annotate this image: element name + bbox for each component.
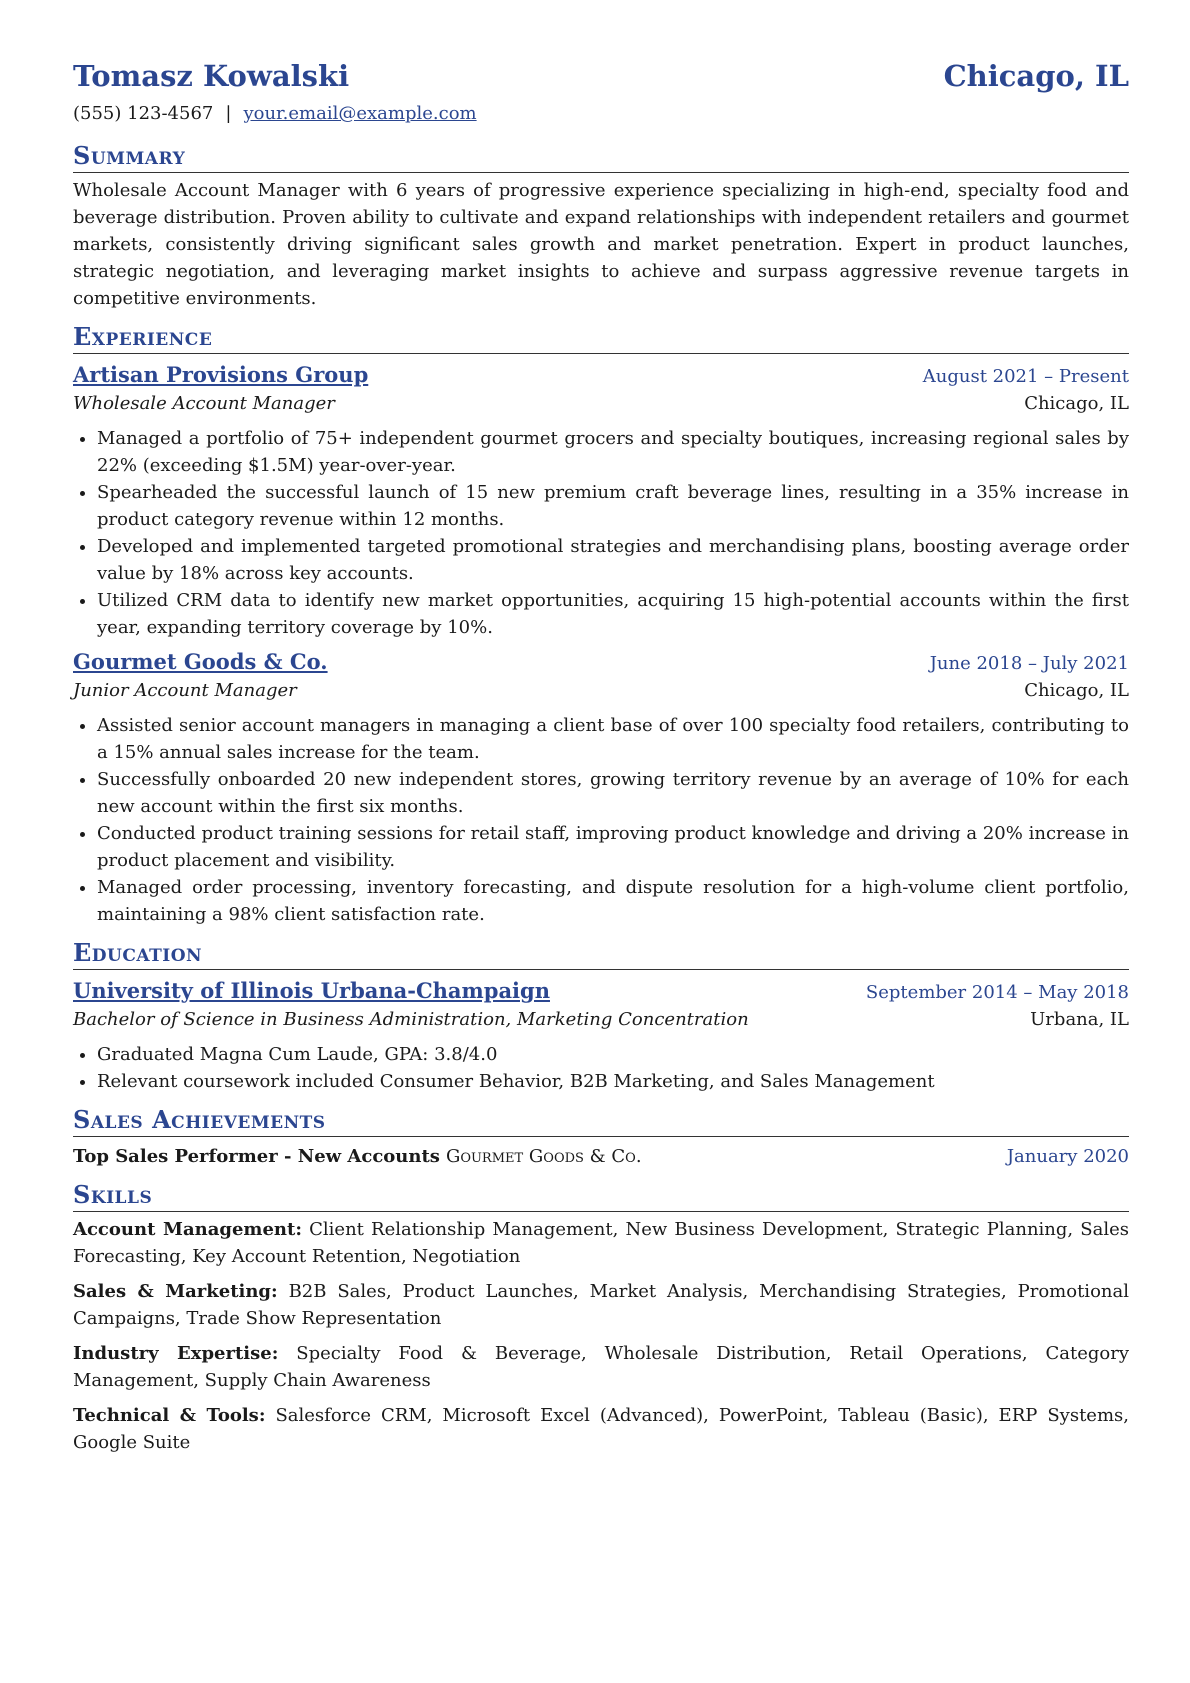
resume-page xyxy=(73,58,1129,1456)
skill-row xyxy=(73,1340,1129,1394)
phone-number: (555) 123-4567 xyxy=(73,103,214,124)
skill-label: Technical & Tools: xyxy=(73,1405,266,1426)
list-item: • Managed a portfolio of 75+ independent gourmet grocers and specialty boutiques, increasing regional sales by 22% (exceeding $1.5M) year-over-year. xyxy=(97,425,1129,479)
degree: Bachelor of Science in Business Administration, Marketing Concentration xyxy=(73,1009,749,1030)
section-title-skills: Skills xyxy=(73,1180,1129,1212)
skill-row xyxy=(73,1278,1129,1332)
list-item: • Conducted product training sessions for retail staff, improving product knowledge and driving a 20% increase in product placement and visibility. xyxy=(97,820,1129,874)
job-title: Junior Account Manager xyxy=(73,680,297,701)
job-entry xyxy=(73,360,1129,641)
summary-text: Wholesale Account Manager with 6 years of progressive experience specializing in high-end, specialty food and beverage distribution. Proven ability to cultivate and expand relationships with independent retailers and gourmet markets, consistently driving significant sales growth and market penetration. Expert in product launches, strategic negotiation, and leveraging market insights to achieve and surpass aggressive revenue targets in competitive environments. xyxy=(73,180,1129,309)
section-title-experience: Experience xyxy=(73,322,1129,354)
list-item: • Utilized CRM data to identify new market opportunities, acquiring 15 high-potential accounts within the first year, expanding territory coverage by 10%. xyxy=(97,587,1129,641)
skill-label: Sales & Marketing: xyxy=(73,1281,278,1302)
email-link[interactable]: your.email@example.com xyxy=(243,103,477,124)
company-name[interactable]: Gourmet Goods & Co. xyxy=(73,649,328,674)
skill-label: Industry Expertise: xyxy=(73,1343,279,1364)
job-location: Chicago, IL xyxy=(1024,680,1129,701)
job-entry xyxy=(73,647,1129,928)
skill-text: Client Relationship Management, New Business Development, Strategic Planning, Sales Forecasting, Key Account Retention, Negotiation xyxy=(73,1219,1129,1267)
skill-text: Salesforce CRM, Microsoft Excel (Advanced), PowerPoint, Tableau (Basic), ERP Systems, Google Suite xyxy=(73,1405,1129,1453)
contact-separator: | xyxy=(225,103,232,124)
skill-text: B2B Sales, Product Launches, Market Analysis, Merchandising Strategies, Promotional Campaigns, Trade Show Representation xyxy=(73,1281,1129,1329)
skill-row xyxy=(73,1402,1129,1456)
job-dates: August 2021 – Present xyxy=(922,366,1129,387)
candidate-name: Tomasz Kowalski xyxy=(73,59,350,93)
contact-line xyxy=(73,100,1129,127)
skill-label: Account Management: xyxy=(73,1219,302,1240)
skill-row xyxy=(73,1216,1129,1270)
job-bullets xyxy=(73,712,1129,928)
list-item: • Developed and implemented targeted promotional strategies and merchandising plans, boosting average order value by 18% across key accounts. xyxy=(97,533,1129,587)
section-title-education: Education xyxy=(73,938,1129,970)
section-title-achievements: Sales Achievements xyxy=(73,1105,1129,1137)
list-item: • Successfully onboarded 20 new independent stores, growing territory revenue by an average of 10% for each new account within the first six months. xyxy=(97,766,1129,820)
education-entry xyxy=(73,976,1129,1095)
list-item: • Relevant coursework included Consumer Behavior, B2B Marketing, and Sales Management xyxy=(97,1068,1129,1095)
list-item: • Assisted senior account managers in managing a client base of over 100 specialty food retailers, contributing to a 15% annual sales increase for the team. xyxy=(97,712,1129,766)
achievement-date: January 2020 xyxy=(1006,1146,1129,1167)
education-bullets xyxy=(73,1041,1129,1095)
company-name[interactable]: Artisan Provisions Group xyxy=(73,362,369,387)
job-dates: June 2018 – July 2021 xyxy=(929,653,1129,674)
list-item: • Graduated Magna Cum Laude, GPA: 3.8/4.0 xyxy=(97,1041,1129,1068)
school-name[interactable]: University of Illinois Urbana-Champaign xyxy=(73,978,550,1003)
achievement-org: Gourmet Goods & Co. xyxy=(445,1146,642,1167)
list-item: • Managed order processing, inventory forecasting, and dispute resolution for a high-volume client portfolio, maintaining a 98% client satisfaction rate. xyxy=(97,874,1129,928)
section-title-summary: Summary xyxy=(73,141,1129,173)
resume-header xyxy=(73,58,1129,94)
skill-text: Specialty Food & Beverage, Wholesale Distribution, Retail Operations, Category Management, Supply Chain Awareness xyxy=(73,1343,1130,1391)
candidate-location: Chicago, IL xyxy=(943,59,1129,93)
education-dates: September 2014 – May 2018 xyxy=(865,982,1129,1003)
job-location: Chicago, IL xyxy=(1024,393,1129,414)
school-location: Urbana, IL xyxy=(1030,1009,1129,1030)
job-title: Wholesale Account Manager xyxy=(73,393,335,414)
job-bullets xyxy=(73,425,1129,641)
achievement-title: Top Sales Performer - New Accounts xyxy=(73,1146,440,1167)
list-item: • Spearheaded the successful launch of 15 new premium craft beverage lines, resulting in a 35% increase in product category revenue within 12 months. xyxy=(97,479,1129,533)
achievement-row xyxy=(73,1143,1129,1170)
